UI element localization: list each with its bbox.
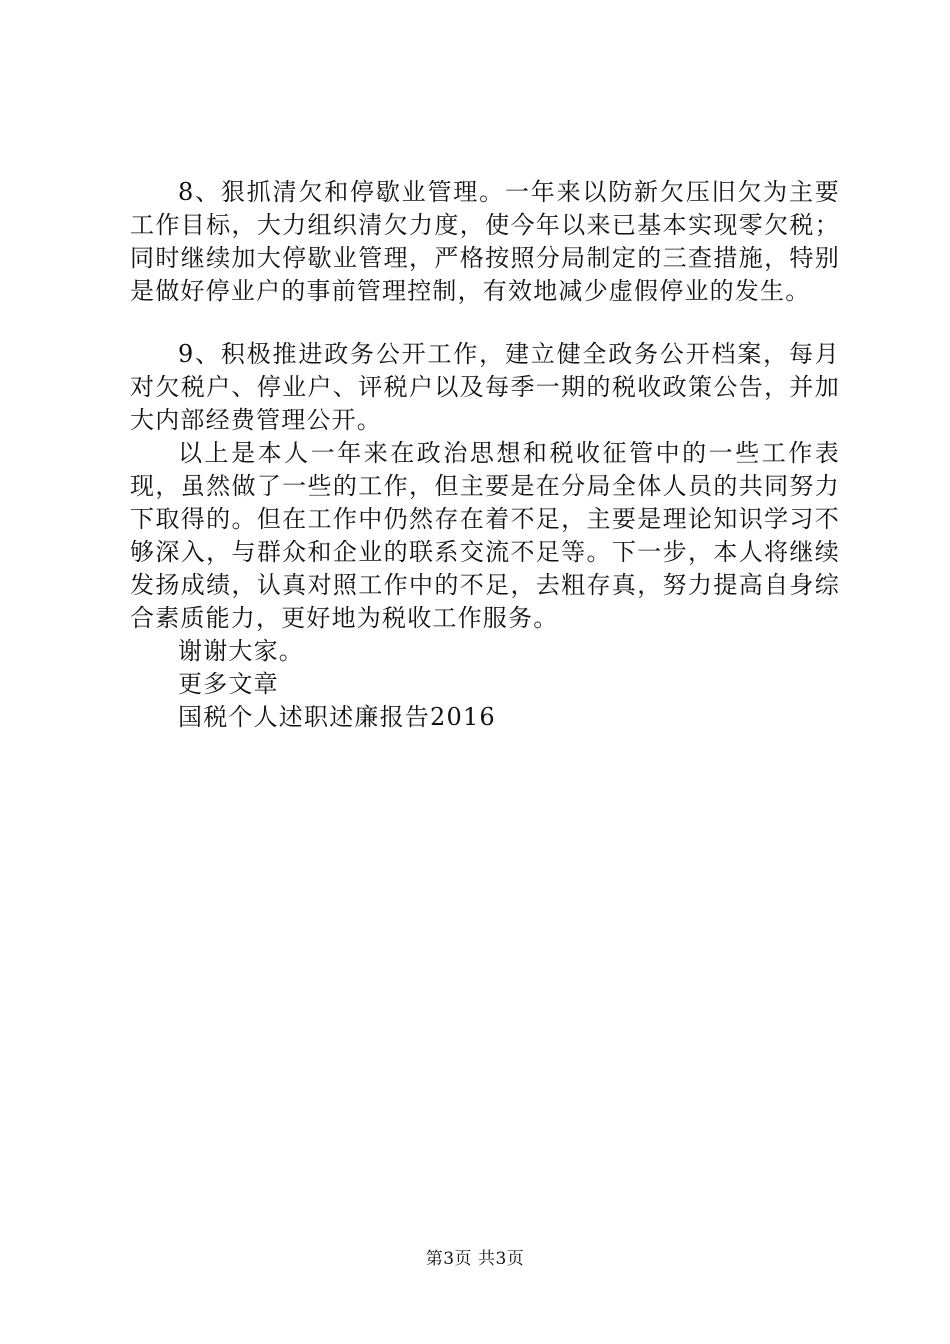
paragraph-clearance-management: 8、狠抓清欠和停歇业管理。一年来以防新欠压旧欠为主要工作目标，大力组织清欠力度，使今年以来已基本实现零欠税；同时继续加大停歇业管理，严格按照分局制定的三查措施，特别是做好停业户的事前管理控制，有效地减少虚假停业的发生。 [130,178,840,305]
more-articles-label: 更多文章 [178,670,279,698]
document-body [130,176,840,734]
paragraph-gap [130,308,840,338]
thanks-line: 谢谢大家。 [178,637,304,665]
paragraph-summary: 以上是本人一年来在政治思想和税收征管中的一些工作表现，虽然做了一些的工作，但主要是在分局全体人员的共同努力下取得的。但在工作中仍然存在着不足，主要是理论知识学习不够深入，与群众和企业的联系交流不足等。下一步，本人将继续发扬成绩，认真对照工作中的不足，去粗存真，努力提高自身综合素质能力，更好地为税收工作服务。 [130,439,840,632]
related-article-link[interactable]: 国税个人述职述廉报告2016 [178,703,496,731]
paragraph-government-affairs: 9、积极推进政务公开工作，建立健全政务公开档案，每月对欠税户、停业户、评税户以及每季一期的税收政策公告，并加大内部经费管理公开。 [130,340,840,434]
page-indicator: 第3页 共3页 [425,1249,525,1269]
